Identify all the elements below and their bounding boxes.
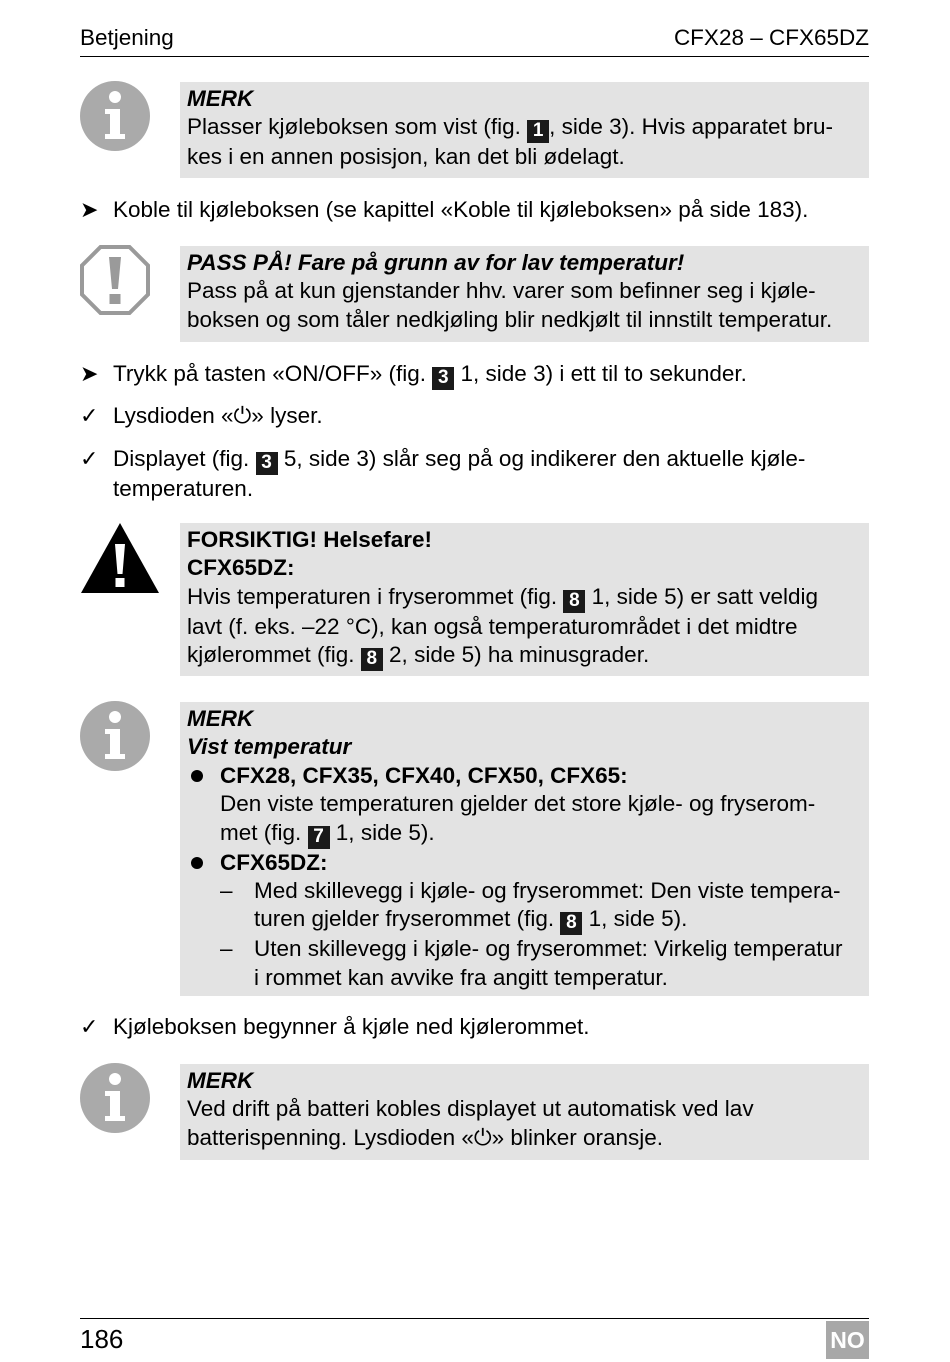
page-number: 186: [80, 1324, 124, 1354]
sub-list-text: Med skillevegg i kjøle- og fryserommet: Den viste tempera-: [254, 878, 841, 904]
note-subtitle: Vist temperatur: [187, 734, 352, 760]
check-icon: ✓: [80, 446, 99, 471]
sub-list-text: Uten skillevegg i kjøle- og fryserommet: Virkelig temperatur: [254, 936, 843, 962]
step-text: Trykk på tasten «ON/OFF» (fig. 3 1, side 3) i ett til to sekunder.: [113, 361, 747, 388]
result-text: Displayet (fig. 3 5, side 3) slår seg på og indikerer den aktuelle kjøle- temperaturen.: [113, 446, 806, 501]
check-icon: ✓: [80, 403, 99, 428]
result-led: [80, 402, 869, 430]
result-text: Lysdioden «⏻» lyser.: [113, 403, 323, 428]
step-arrow-icon: ➤: [80, 197, 99, 222]
result-cooling: [80, 1013, 869, 1041]
warning-text-end: kjølerommet (fig. 8 2, side 5) ha minusgrader.: [187, 642, 650, 670]
warning-text-cont: lavt (f. eks. –22 °C), kan også temperaturområdet i det midtre: [187, 613, 798, 639]
list-item-heading: CFX65DZ:: [220, 849, 328, 875]
check-icon: ✓: [80, 1014, 99, 1039]
page-header: [80, 24, 869, 57]
list-item-heading: CFX28, CFX35, CFX40, CFX50, CFX65:: [220, 762, 628, 788]
info-icon: [80, 81, 150, 151]
figure-ref: 7: [308, 826, 330, 849]
caution-title: PASS PÅ! Fare på grunn av for lav temperatur!: [187, 250, 685, 275]
bullet-icon: [191, 770, 203, 782]
dash-marker: –: [220, 936, 233, 962]
dash-marker: –: [220, 878, 233, 904]
note-text-cont: kes i en annen posisjon, kan det bli ødelagt.: [187, 144, 625, 170]
note-title: MERK: [187, 706, 254, 731]
list-item: [187, 849, 861, 877]
warning-subtitle: CFX65DZ:: [187, 555, 295, 581]
language-tab: NO: [826, 1321, 869, 1359]
model-range: CFX28 – CFX65DZ: [673, 25, 869, 50]
note-displayed-temperature: [180, 702, 869, 996]
note-text: Ved drift på batteri kobles displayet ut automatisk ved lav: [187, 1096, 754, 1122]
note-title: MERK: [187, 86, 254, 111]
caution-octagon-icon: [80, 245, 150, 315]
caution-low-temperature: [180, 246, 869, 342]
list-item-text: Den viste temperaturen gjelder det store kjøle- og fryserom-: [220, 791, 816, 817]
section-title: Betjening: [80, 25, 174, 50]
warning-title: FORSIKTIG! Helsefare!: [187, 527, 433, 552]
footer-divider: [80, 1318, 869, 1319]
step-press-onoff: [80, 360, 869, 390]
result-display: [80, 445, 869, 503]
note-text: Plasser kjøleboksen som vist (fig. 1 , side 3). Hvis apparatet bru-: [187, 114, 834, 142]
bullet-icon: [191, 857, 203, 869]
result-text: Kjøleboksen begynner å kjøle ned kjølerommet.: [113, 1014, 590, 1039]
note-text-cont: batterispenning. Lysdioden «⏻» blinker oransje.: [187, 1124, 664, 1150]
figure-ref: 8: [361, 648, 383, 671]
warning-health: [180, 523, 869, 676]
warning-triangle-icon: [80, 522, 160, 594]
step-text: Koble til kjøleboksen (se kapittel «Koble til kjøleboksen» på side 183).: [113, 197, 809, 222]
step-connect: [80, 196, 869, 224]
warning-text: Hvis temperaturen i fryserommet (fig. 8 1, side 5) er satt veldig: [187, 583, 818, 611]
sub-list-text-cont: turen gjelder fryserommet (fig. 8 1, side 5).: [254, 906, 688, 934]
note-placement: [180, 82, 869, 178]
caution-text: Pass på at kun gjenstander hhv. varer som befinner seg i kjøle-: [187, 278, 816, 304]
note-title: MERK: [187, 1068, 254, 1093]
figure-ref: 8: [560, 912, 582, 935]
sub-list-text-cont: i rommet kan avvike fra angitt temperatur.: [254, 964, 668, 990]
list-item-text-cont: met (fig. 7 1, side 5).: [220, 819, 435, 847]
figure-ref: 1: [527, 120, 549, 143]
figure-ref: 3: [432, 367, 454, 390]
info-icon: [80, 1063, 150, 1133]
caution-text-cont: boksen og som tåler nedkjøling blir nedkjølt til innstilt temperatur.: [187, 306, 833, 332]
list-item: [187, 762, 861, 849]
figure-ref: 3: [256, 452, 278, 475]
note-battery: [180, 1064, 869, 1160]
info-icon: [80, 701, 150, 771]
sub-list-item: [187, 935, 861, 992]
step-arrow-icon: ➤: [80, 361, 99, 386]
sub-list-item: [187, 877, 861, 935]
figure-ref: 8: [563, 590, 585, 613]
